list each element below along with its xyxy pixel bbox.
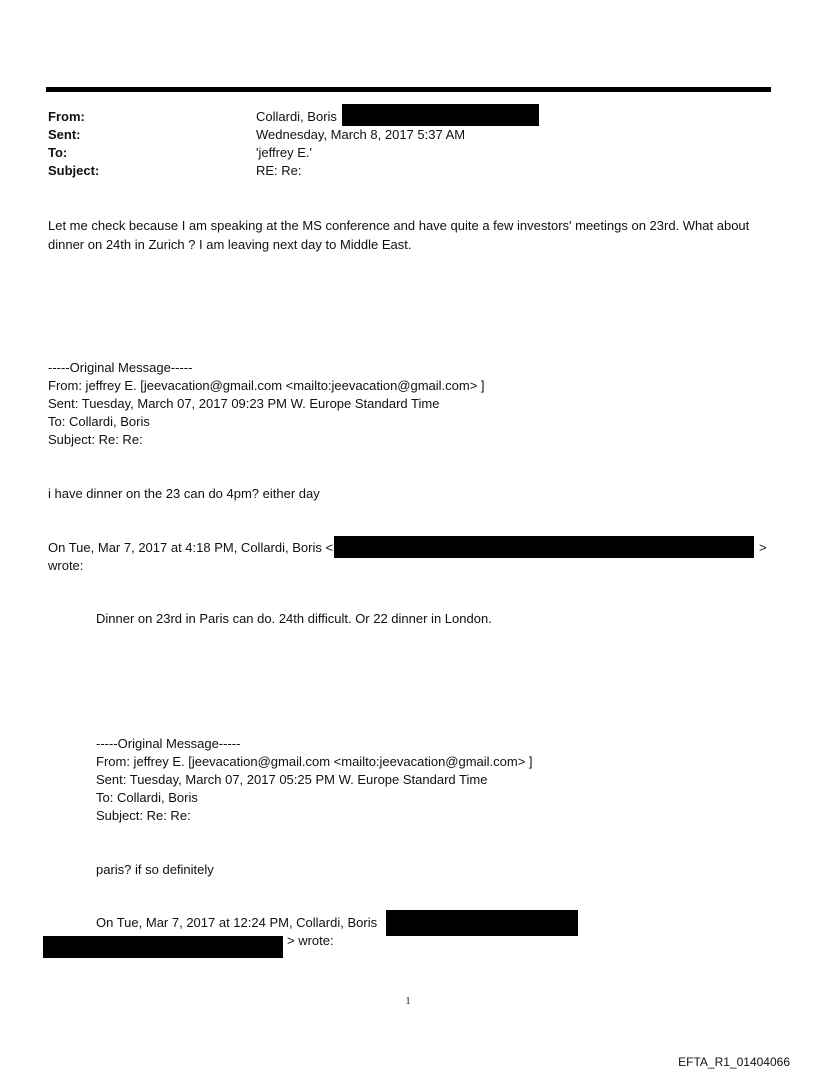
original-body: i have dinner on the 23 can do 4pm? either day [48,486,320,501]
message-body: Let me check because I am speaking at the MS conference and have quite a few investors' meetings on 23rd. What about dinner on 24th in Zurich ? I am leaving next day to Middle East. [48,218,750,252]
sent-label: Sent: [48,127,81,142]
subject-value: RE: Re: [256,163,302,178]
to-value: 'jeffrey E.' [256,145,313,160]
redaction-box [386,910,578,936]
original-from: From: jeffrey E. [jeevacation@gmail.com <mailto:jeevacation@gmail.com> ] [96,754,533,769]
redaction-box [334,536,754,558]
quote-wrote: > wrote: [287,933,334,948]
to-label: To: [48,145,68,160]
quote-body: Dinner on 23rd in Paris can do. 24th difficult. Or 22 dinner in London. [96,611,492,626]
original-body: paris? if so definitely [96,862,214,877]
redaction-box [43,936,283,958]
original-from: From: jeffrey E. [jeevacation@gmail.com <mailto:jeevacation@gmail.com> ] [48,378,485,393]
original-subject: Subject: Re: Re: [48,432,143,447]
original-message-separator: -----Original Message----- [48,360,193,375]
quote-wrote: wrote: [48,558,84,573]
page-number: 1 [405,996,411,1007]
from-value: Collardi, Boris [256,109,337,124]
quote-attribution: On Tue, Mar 7, 2017 at 12:24 PM, Collardi, Boris [96,915,378,930]
original-sent: Sent: Tuesday, March 07, 2017 05:25 PM W. Europe Standard Time [96,772,488,787]
original-to: To: Collardi, Boris [48,414,150,429]
original-sent: Sent: Tuesday, March 07, 2017 09:23 PM W. Europe Standard Time [48,396,440,411]
quote-attribution-end: > [759,540,767,555]
document-id: EFTA_R1_01404066 [678,1055,790,1069]
original-to: To: Collardi, Boris [96,790,198,805]
sent-value: Wednesday, March 8, 2017 5:37 AM [256,127,466,142]
quote-attribution: On Tue, Mar 7, 2017 at 4:18 PM, Collardi, Boris < [48,540,334,555]
header-rule [46,87,771,92]
subject-label: Subject: [48,163,100,178]
original-message-separator: -----Original Message----- [96,736,241,751]
from-label: From: [48,109,85,124]
original-subject: Subject: Re: Re: [96,808,191,823]
redaction-box [342,104,539,126]
